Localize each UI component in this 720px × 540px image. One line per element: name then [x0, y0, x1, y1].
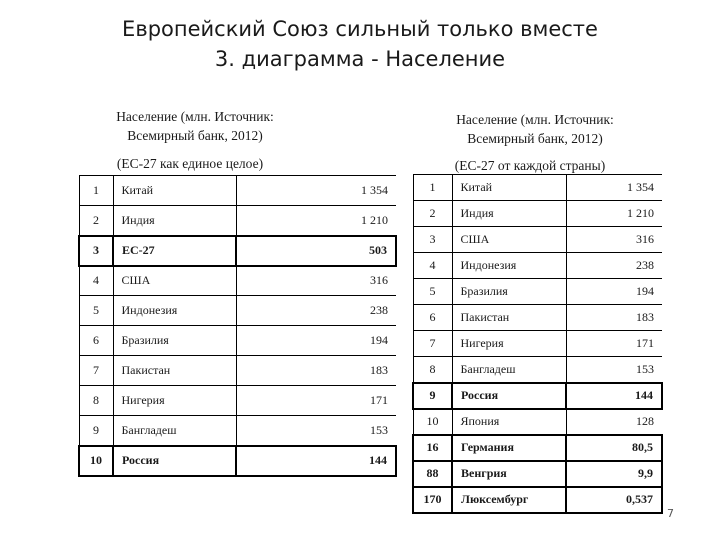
table-row	[413, 435, 662, 461]
table-row	[79, 176, 396, 206]
slide-subtitle: 3. диаграмма - Население	[214, 47, 506, 71]
population-cell: 80,5	[566, 435, 662, 461]
table-row	[79, 206, 396, 236]
country-cell: Россия	[113, 446, 236, 476]
population-cell: 1 210	[236, 206, 396, 236]
table-row	[413, 305, 662, 331]
rank-cell: 7	[79, 356, 113, 386]
table-row	[79, 386, 396, 416]
table-row	[79, 446, 396, 476]
population-cell: 144	[236, 446, 396, 476]
country-cell: Россия	[452, 383, 566, 409]
right-population-table	[412, 174, 663, 514]
table-row	[79, 416, 396, 446]
rank-cell: 10	[79, 446, 113, 476]
country-cell: Нигерия	[113, 386, 236, 416]
table-row	[413, 253, 662, 279]
country-cell: Пакистан	[452, 305, 566, 331]
country-cell: ЕС-27	[113, 236, 236, 266]
population-cell: 1 210	[566, 201, 662, 227]
left-population-table	[78, 175, 397, 477]
country-cell: США	[113, 266, 236, 296]
table-row	[413, 487, 662, 513]
table-row	[413, 227, 662, 253]
country-cell: Бразилия	[113, 326, 236, 356]
table-row	[79, 266, 396, 296]
table-row	[413, 409, 662, 435]
left-caption-line1: Население (млн. Источник:	[116, 109, 274, 124]
table-row	[413, 357, 662, 383]
left-subtitle: (ЕС-27 как единое целое)	[116, 156, 264, 171]
country-cell: Пакистан	[113, 356, 236, 386]
rank-cell: 1	[413, 175, 452, 201]
population-cell: 503	[236, 236, 396, 266]
population-cell: 9,9	[566, 461, 662, 487]
rank-cell: 2	[79, 206, 113, 236]
population-cell: 171	[566, 331, 662, 357]
rank-cell: 7	[413, 331, 452, 357]
left-caption	[60, 107, 330, 145]
country-cell: Бангладеш	[452, 357, 566, 383]
right-caption	[385, 110, 685, 148]
rank-cell: 88	[413, 461, 452, 487]
country-cell: Бразилия	[452, 279, 566, 305]
population-cell: 0,537	[566, 487, 662, 513]
country-cell: Венгрия	[452, 461, 566, 487]
rank-cell: 2	[413, 201, 452, 227]
country-cell: Люксембург	[452, 487, 566, 513]
rank-cell: 4	[79, 266, 113, 296]
table-row	[413, 175, 662, 201]
rank-cell: 5	[79, 296, 113, 326]
right-caption-line1: Население (млн. Источник:	[456, 112, 614, 127]
rank-cell: 9	[79, 416, 113, 446]
rank-cell: 6	[413, 305, 452, 331]
country-cell: Индия	[113, 206, 236, 236]
population-cell: 316	[566, 227, 662, 253]
rank-cell: 4	[413, 253, 452, 279]
country-cell: Индонезия	[113, 296, 236, 326]
population-cell: 144	[566, 383, 662, 409]
page-number: 7	[667, 507, 674, 520]
slide-title: Европейский Союз сильный только вместе	[122, 17, 598, 41]
right-caption-line2: Всемирный банк, 2012)	[467, 131, 603, 146]
country-cell: Индонезия	[452, 253, 566, 279]
population-cell: 1 354	[236, 176, 396, 206]
country-cell: Индия	[452, 201, 566, 227]
rank-cell: 3	[413, 227, 452, 253]
population-cell: 183	[566, 305, 662, 331]
country-cell: Китай	[113, 176, 236, 206]
country-cell: Нигерия	[452, 331, 566, 357]
rank-cell: 9	[413, 383, 452, 409]
population-cell: 238	[566, 253, 662, 279]
rank-cell: 10	[413, 409, 452, 435]
rank-cell: 3	[79, 236, 113, 266]
population-cell: 1 354	[566, 175, 662, 201]
country-cell: Бангладеш	[113, 416, 236, 446]
rank-cell: 6	[79, 326, 113, 356]
country-cell: Китай	[452, 175, 566, 201]
country-cell: Япония	[452, 409, 566, 435]
population-cell: 238	[236, 296, 396, 326]
table-row	[413, 331, 662, 357]
rank-cell: 5	[413, 279, 452, 305]
table-row	[79, 326, 396, 356]
rank-cell: 8	[79, 386, 113, 416]
population-cell: 171	[236, 386, 396, 416]
country-cell: Германия	[452, 435, 566, 461]
left-caption-line2: Всемирный банк, 2012)	[127, 128, 263, 143]
population-cell: 153	[566, 357, 662, 383]
rank-cell: 170	[413, 487, 452, 513]
population-cell: 128	[566, 409, 662, 435]
table-row	[79, 296, 396, 326]
table-row	[79, 236, 396, 266]
right-subtitle: (ЕС-27 от каждой страны)	[454, 158, 606, 173]
rank-cell: 8	[413, 357, 452, 383]
population-cell: 316	[236, 266, 396, 296]
table-row	[79, 356, 396, 386]
rank-cell: 1	[79, 176, 113, 206]
population-cell: 183	[236, 356, 396, 386]
table-row	[413, 461, 662, 487]
population-cell: 194	[566, 279, 662, 305]
rank-cell: 16	[413, 435, 452, 461]
country-cell: США	[452, 227, 566, 253]
table-row	[413, 279, 662, 305]
table-row	[413, 201, 662, 227]
population-cell: 194	[236, 326, 396, 356]
population-cell: 153	[236, 416, 396, 446]
table-row	[413, 383, 662, 409]
